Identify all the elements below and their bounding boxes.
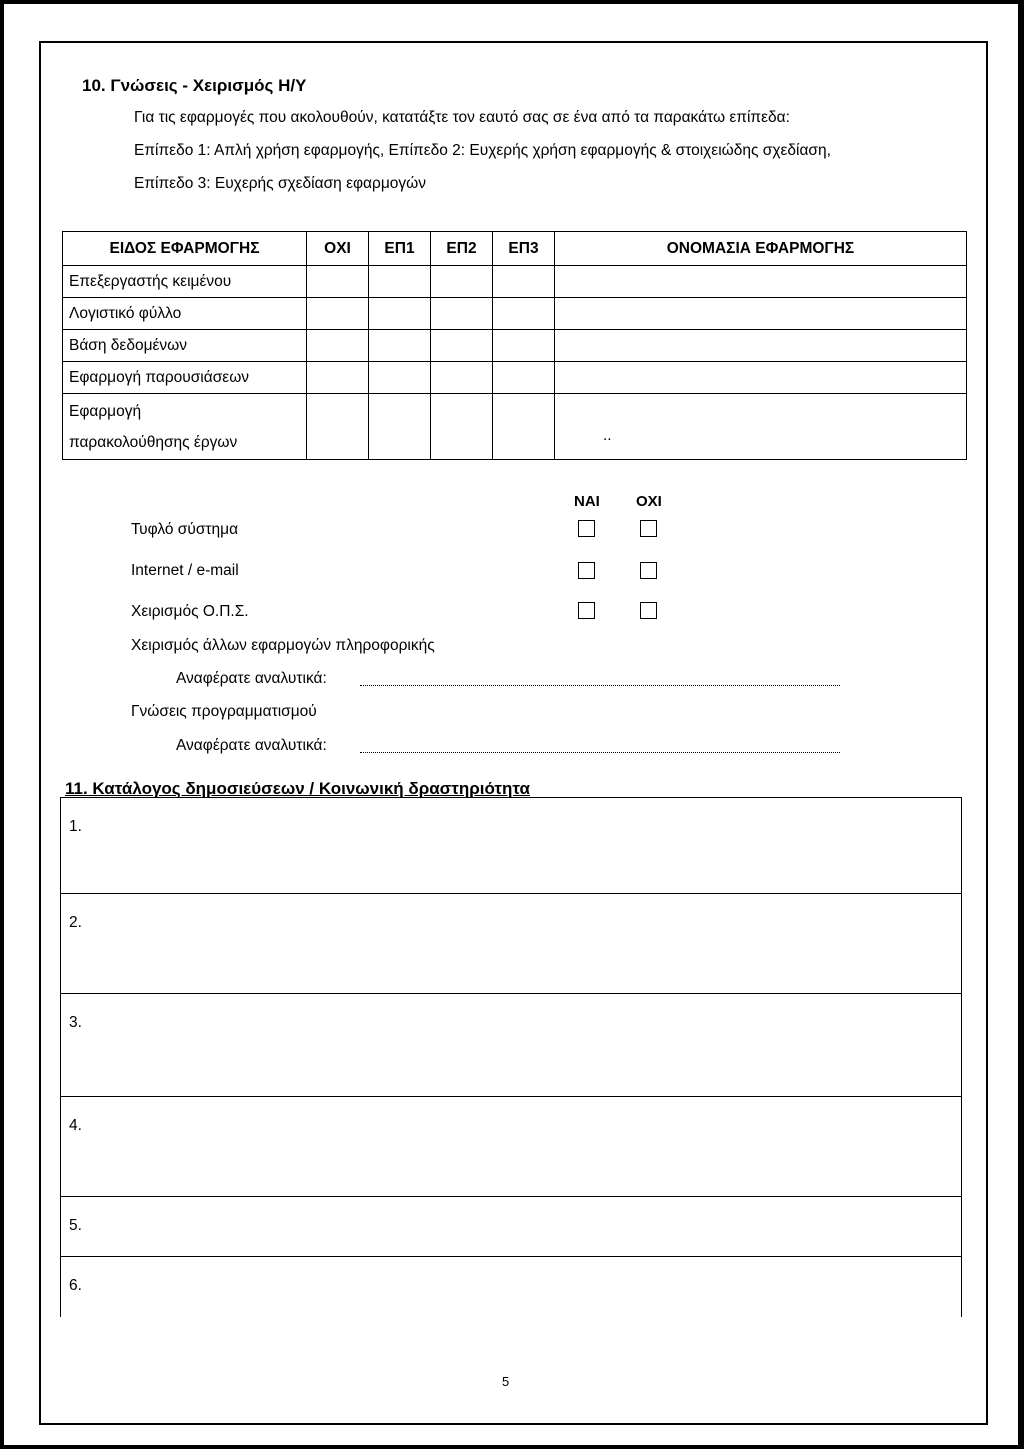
header-no: ΟΧΙ <box>307 232 369 266</box>
cell-level-2[interactable] <box>431 362 493 394</box>
row-label: Βάση δεδομένων <box>63 330 307 362</box>
cell-app-name[interactable] <box>555 362 967 394</box>
publication-number: 3. <box>61 994 962 1097</box>
publication-row[interactable] <box>61 994 962 1097</box>
cell-app-name[interactable] <box>555 266 967 298</box>
publication-number: 5. <box>61 1197 962 1257</box>
section-10-intro: Για τις εφαρμογές που ακολουθούν, κατατάξτε τον εαυτό σας σε ένα από τα παρακάτω επίπεδα: <box>134 109 790 126</box>
row-label-line-1: Εφαρμογή <box>69 402 142 420</box>
document-page <box>4 4 1018 1445</box>
cell-no[interactable] <box>307 330 369 362</box>
table-row <box>63 266 967 298</box>
cell-level-1[interactable] <box>369 298 431 330</box>
programming-label: Γνώσεις προγραμματισμού <box>131 703 317 720</box>
touch-typing-no-checkbox[interactable] <box>640 520 657 537</box>
levels-line-1: Επίπεδο 1: Απλή χρήση εφαρμογής, Επίπεδο 2: Ευχερής χρήση εφαρμογής & στοιχειώδης σχεδίαση, <box>134 142 831 159</box>
cell-level-1[interactable] <box>369 394 431 460</box>
header-level-1: ΕΠ1 <box>369 232 431 266</box>
ops-handling-label: Χειρισμός Ο.Π.Σ. <box>131 603 249 620</box>
publication-number: 2. <box>61 894 962 994</box>
cell-no[interactable] <box>307 298 369 330</box>
publication-row[interactable] <box>61 798 962 894</box>
cell-no[interactable] <box>307 394 369 460</box>
table-row <box>63 330 967 362</box>
publication-number: 1. <box>61 798 962 894</box>
other-apps-label: Χειρισμός άλλων εφαρμογών πληροφορικής <box>131 637 435 654</box>
cell-level-3[interactable] <box>493 330 555 362</box>
cell-app-name[interactable] <box>555 330 967 362</box>
cell-app-name[interactable] <box>555 394 967 460</box>
skills-table <box>62 231 967 460</box>
table-row <box>63 362 967 394</box>
publication-row[interactable] <box>61 1097 962 1197</box>
internet-email-label: Internet / e-mail <box>131 562 239 579</box>
cell-level-2[interactable] <box>431 394 493 460</box>
levels-line-2: Επίπεδο 3: Ευχερής σχεδίαση εφαρμογών <box>134 175 426 192</box>
row-label: Εφαρμογή παρουσιάσεων <box>63 362 307 394</box>
cell-level-3[interactable] <box>493 394 555 460</box>
publication-row[interactable] <box>61 1197 962 1257</box>
cell-level-3[interactable] <box>493 362 555 394</box>
row-label <box>63 394 307 460</box>
publications-table <box>60 797 962 1317</box>
header-app-name: ΟΝΟΜΑΣΙΑ ΕΦΑΡΜΟΓΗΣ <box>555 232 967 266</box>
publication-row[interactable] <box>61 1257 962 1317</box>
no-column-header: ΟΧΙ <box>636 493 662 510</box>
yes-column-header: ΝΑΙ <box>574 493 600 510</box>
touch-typing-label: Τυφλό σύστημα <box>131 521 239 538</box>
header-app-type: ΕΙΔΟΣ ΕΦΑΡΜΟΓΗΣ <box>63 232 307 266</box>
touch-typing-yes-checkbox[interactable] <box>578 520 595 537</box>
publication-row[interactable] <box>61 894 962 994</box>
details-input-1[interactable] <box>360 682 840 686</box>
cell-level-2[interactable] <box>431 266 493 298</box>
cell-no[interactable] <box>307 362 369 394</box>
internet-email-no-checkbox[interactable] <box>640 562 657 579</box>
header-level-2: ΕΠ2 <box>431 232 493 266</box>
stray-mark: .. <box>603 427 612 444</box>
cell-level-2[interactable] <box>431 298 493 330</box>
details-input-2[interactable] <box>360 749 840 753</box>
page-number: 5 <box>502 1374 510 1389</box>
cell-level-3[interactable] <box>493 298 555 330</box>
cell-level-3[interactable] <box>493 266 555 298</box>
ops-handling-yes-checkbox[interactable] <box>578 602 595 619</box>
row-label: Επεξεργαστής κειμένου <box>63 266 307 298</box>
row-label-line-2: παρακολούθησης έργων <box>69 433 238 451</box>
ops-handling-no-checkbox[interactable] <box>640 602 657 619</box>
internet-email-yes-checkbox[interactable] <box>578 562 595 579</box>
cell-level-1[interactable] <box>369 330 431 362</box>
cell-no[interactable] <box>307 266 369 298</box>
publication-number: 6. <box>61 1257 962 1317</box>
section-11-title: 11. Κατάλογος δημοσιεύσεων / Κοινωνική δραστηριότητα <box>65 779 530 798</box>
header-level-3: ΕΠ3 <box>493 232 555 266</box>
row-label: Λογιστικό φύλλο <box>63 298 307 330</box>
cell-level-1[interactable] <box>369 362 431 394</box>
details-label-2: Αναφέρατε αναλυτικά: <box>176 737 327 754</box>
cell-level-2[interactable] <box>431 330 493 362</box>
publication-number: 4. <box>61 1097 962 1197</box>
table-row <box>63 394 967 460</box>
table-row <box>63 298 967 330</box>
cell-app-name[interactable] <box>555 298 967 330</box>
details-label-1: Αναφέρατε αναλυτικά: <box>176 670 327 687</box>
cell-level-1[interactable] <box>369 266 431 298</box>
section-10-title: 10. Γνώσεις - Χειρισμός Η/Υ <box>82 76 307 95</box>
